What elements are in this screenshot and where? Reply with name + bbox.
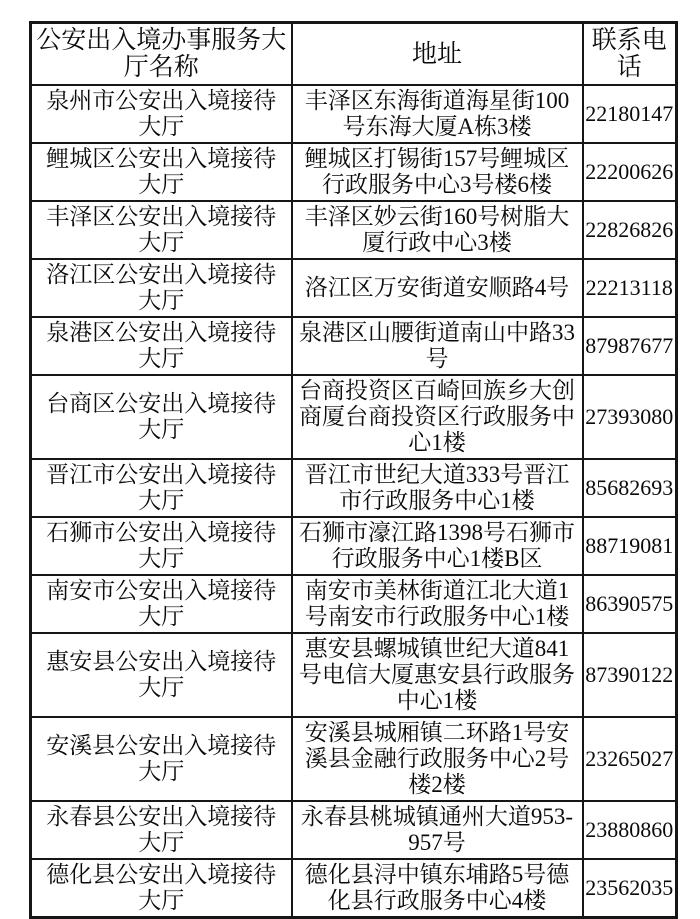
table-row [31, 85, 677, 143]
hall-name-cell: 鲤城区公安出入境接待大厅 [31, 143, 292, 201]
address-cell: 晋江市世纪大道333号晋江市行政服务中心1楼 [292, 459, 583, 517]
header-address: 地址 [292, 23, 583, 86]
table-row [31, 201, 677, 259]
header-phone: 联系电话 [583, 23, 677, 86]
phone-cell: 22180147 [583, 85, 677, 143]
table-row [31, 375, 677, 459]
phone-cell: 22213118 [583, 259, 677, 317]
phone-cell: 87987677 [583, 317, 677, 375]
table-row [31, 517, 677, 575]
hall-name-cell: 惠安县公安出入境接待大厅 [31, 633, 292, 717]
phone-cell: 23880860 [583, 801, 677, 859]
header-hall-name: 公安出入境办事服务大厅名称 [31, 23, 292, 86]
address-cell: 南安市美林街道江北大道1号南安市行政服务中心1楼 [292, 575, 583, 633]
hall-name-cell: 安溪县公安出入境接待大厅 [31, 717, 292, 801]
phone-cell: 22200626 [583, 143, 677, 201]
address-cell: 永春县桃城镇通州大道953-957号 [292, 801, 583, 859]
address-cell: 德化县浔中镇东埔路5号德化县行政服务中心4楼 [292, 859, 583, 918]
phone-cell: 23562035 [583, 859, 677, 918]
address-cell: 安溪县城厢镇二环路1号安溪县金融行政服务中心2号楼2楼 [292, 717, 583, 801]
address-cell: 丰泽区东海街道海星街100号东海大厦A栋3楼 [292, 85, 583, 143]
phone-cell: 22826826 [583, 201, 677, 259]
table-row [31, 317, 677, 375]
table-row [31, 633, 677, 717]
table-row [31, 143, 677, 201]
table-row [31, 717, 677, 801]
service-halls-table [29, 21, 678, 919]
address-cell: 洛江区万安街道安顺路4号 [292, 259, 583, 317]
hall-name-cell: 永春县公安出入境接待大厅 [31, 801, 292, 859]
address-cell: 台商投资区百崎回族乡大创商厦台商投资区行政服务中心1楼 [292, 375, 583, 459]
phone-cell: 27393080 [583, 375, 677, 459]
hall-name-cell: 德化县公安出入境接待大厅 [31, 859, 292, 918]
address-cell: 惠安县螺城镇世纪大道841号电信大厦惠安县行政服务中心1楼 [292, 633, 583, 717]
hall-name-cell: 南安市公安出入境接待大厅 [31, 575, 292, 633]
address-cell: 丰泽区妙云街160号树脂大厦行政中心3楼 [292, 201, 583, 259]
header-row [31, 23, 677, 86]
hall-name-cell: 泉州市公安出入境接待大厅 [31, 85, 292, 143]
address-cell: 泉港区山腰街道南山中路33号 [292, 317, 583, 375]
hall-name-cell: 泉港区公安出入境接待大厅 [31, 317, 292, 375]
table-row [31, 801, 677, 859]
table-row [31, 859, 677, 918]
address-cell: 石狮市濠江路1398号石狮市行政服务中心1楼B区 [292, 517, 583, 575]
table-row [31, 575, 677, 633]
table-row [31, 259, 677, 317]
phone-cell: 87390122 [583, 633, 677, 717]
table-body [31, 85, 677, 918]
phone-cell: 23265027 [583, 717, 677, 801]
hall-name-cell: 石狮市公安出入境接待大厅 [31, 517, 292, 575]
phone-cell: 86390575 [583, 575, 677, 633]
phone-cell: 88719081 [583, 517, 677, 575]
hall-name-cell: 洛江区公安出入境接待大厅 [31, 259, 292, 317]
hall-name-cell: 台商区公安出入境接待大厅 [31, 375, 292, 459]
hall-name-cell: 丰泽区公安出入境接待大厅 [31, 201, 292, 259]
address-cell: 鲤城区打锡街157号鲤城区行政服务中心3号楼6楼 [292, 143, 583, 201]
hall-name-cell: 晋江市公安出入境接待大厅 [31, 459, 292, 517]
phone-cell: 85682693 [583, 459, 677, 517]
table-row [31, 459, 677, 517]
